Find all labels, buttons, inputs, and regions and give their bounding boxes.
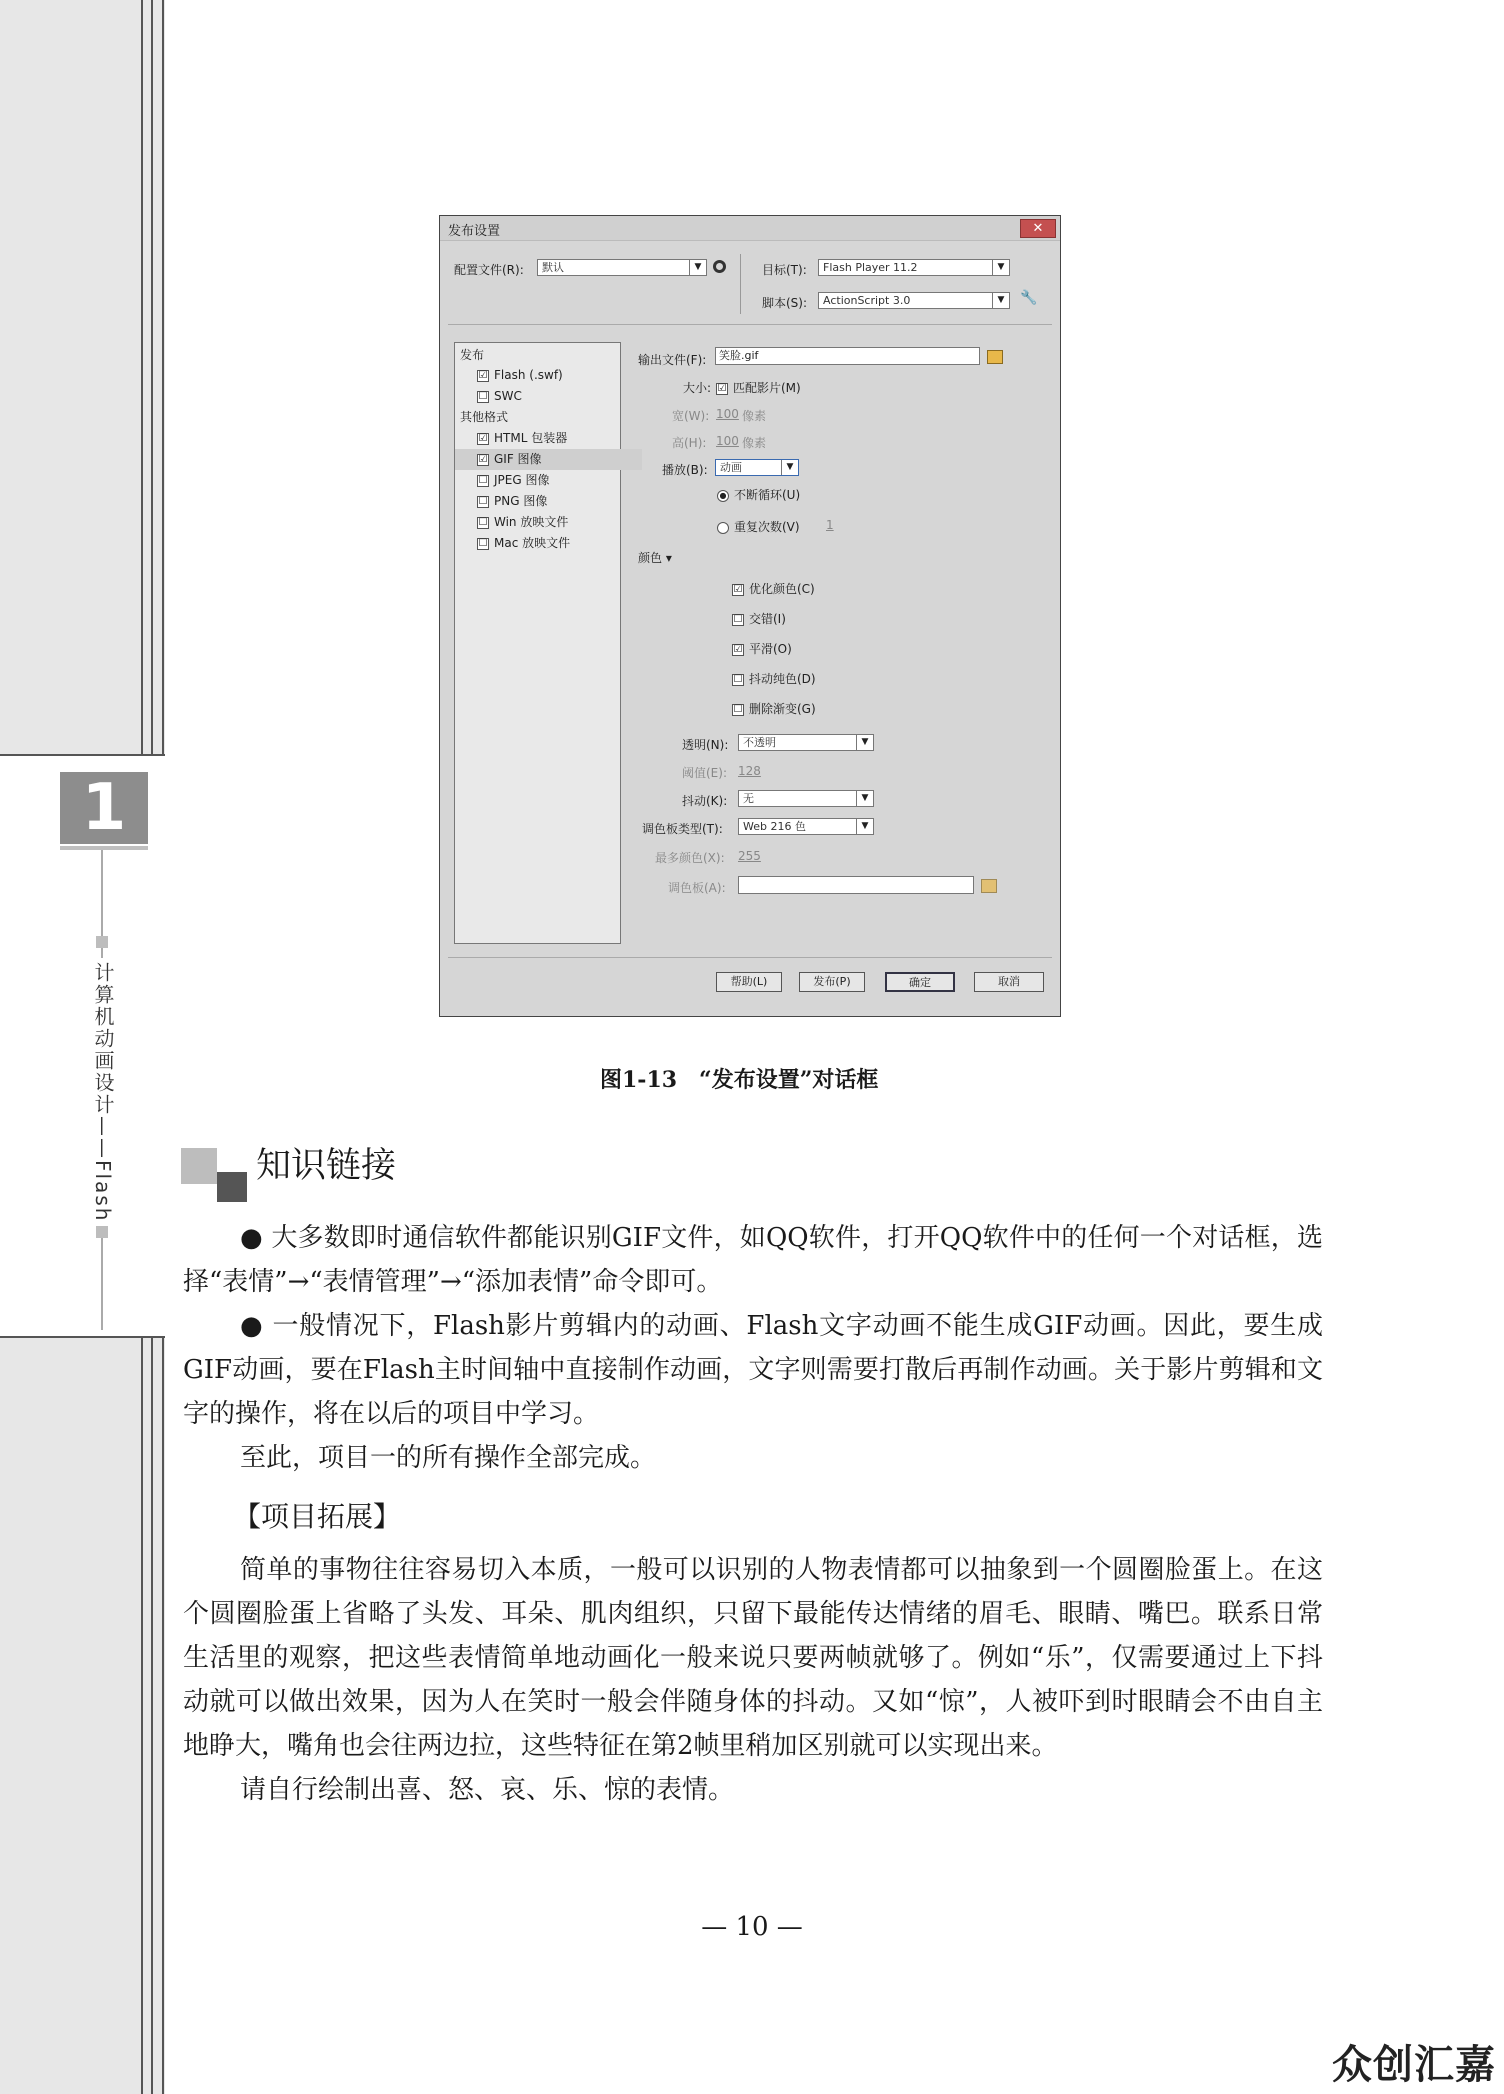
format-item[interactable]: ☑ Flash (.swf): [478, 368, 563, 382]
format-item-selected[interactable]: ☑ GIF 图像: [455, 449, 642, 470]
target-select[interactable]: Flash Player 11.2 ▼: [818, 259, 1010, 276]
chevron-down-icon: ▼: [689, 260, 706, 275]
chevron-down-icon: ▼: [992, 260, 1009, 275]
ok-button[interactable]: 确定: [885, 972, 955, 992]
close-icon[interactable]: ✕: [1020, 219, 1056, 238]
watermark-logo: 众创汇嘉: [1332, 2042, 1496, 2088]
checkbox[interactable]: ☐: [478, 516, 488, 528]
format-list: [454, 342, 621, 944]
color-option[interactable]: ☐ 删除渐变(G): [733, 702, 816, 716]
gear-icon[interactable]: [713, 260, 726, 273]
checkbox[interactable]: ☑: [478, 453, 488, 465]
extension-body: [183, 1548, 1323, 1812]
colors-heading[interactable]: 颜色 ▾: [638, 551, 672, 565]
transparent-select[interactable]: 不透明 ▼: [738, 734, 874, 751]
checkbox[interactable]: ☑: [478, 432, 488, 444]
playback-label: 播放(B):: [662, 463, 708, 477]
width-unit: 像素: [742, 409, 767, 423]
checkbox[interactable]: ☐: [478, 474, 488, 486]
page-number: — 10 —: [701, 1912, 803, 1942]
threshold-value[interactable]: 128: [738, 764, 761, 778]
chevron-down-icon: ▼: [992, 293, 1009, 308]
chevron-down-icon: ▼: [781, 460, 798, 475]
chapter-number: 1: [60, 772, 148, 844]
color-option[interactable]: ☑ 平滑(O): [733, 642, 792, 656]
format-item[interactable]: ☐ PNG 图像: [478, 494, 548, 508]
height-unit: 像素: [742, 436, 767, 450]
extension-paragraph: 简单的事物往往容易切入本质，一般可以识别的人物表情都可以抽象到一个圆圈脸蛋上。在这个圆圈脸蛋上省略了头发、耳朵、肌肉组织，只留下最能传达情绪的眉毛、眼睛、嘴巴。联系日常生活里的观察，把这些表情简单地动画化一般来说只要两帧就够了。例如“乐”，仅需要通过上下抖动就可以做出效果，因为人在笑时一般会伴随身体的抖动。又如“惊”，人被吓到时眼睛会不由自主地睁大，嘴角也会往两边拉，这些特征在第2帧里稍加区别就可以实现出来。: [183, 1555, 1323, 1761]
publish-button[interactable]: 发布(P): [799, 972, 865, 992]
profile-label: 配置文件(R):: [454, 263, 524, 277]
format-item[interactable]: ☐ SWC: [478, 389, 522, 403]
chevron-down-icon: ▼: [856, 791, 873, 806]
format-item[interactable]: ☐ Win 放映文件: [478, 515, 569, 529]
output-file-label: 输出文件(F):: [638, 353, 707, 367]
checkbox[interactable]: ☐: [478, 495, 488, 507]
palette-type-label: 调色板类型(T):: [642, 822, 723, 836]
format-item[interactable]: ☑ HTML 包装器: [478, 431, 568, 445]
checkbox[interactable]: ☑: [478, 369, 488, 381]
wrench-icon[interactable]: 🔧: [1020, 290, 1038, 306]
margin-square: [96, 1226, 108, 1238]
repeat-value[interactable]: 1: [826, 518, 834, 532]
width-value[interactable]: 100: [716, 407, 739, 421]
chevron-down-icon: ▼: [856, 819, 873, 834]
profile-select[interactable]: 默认 ▼: [537, 259, 707, 276]
help-button[interactable]: 帮助(L): [716, 972, 782, 992]
bullet-paragraph: ● 一般情况下，Flash影片剪辑内的动画、Flash文字动画不能生成GIF动画。因此，要生成GIF动画，要在Flash主时间轴中直接制作动画，文字则需要打散后再制作动画。关于影片剪辑和文字的操作，将在以后的项目中学习。: [183, 1311, 1323, 1429]
palette-label: 调色板(A):: [668, 881, 726, 895]
knowledge-bullets: [183, 1216, 1323, 1480]
playback-select[interactable]: 动画 ▼: [715, 459, 799, 476]
dither-label: 抖动(K):: [682, 794, 728, 808]
width-label: 宽(W):: [672, 409, 710, 423]
section-title: 知识链接: [256, 1146, 397, 1186]
separator: [448, 957, 1052, 958]
checkbox[interactable]: ☐: [478, 390, 488, 402]
repeat-radio[interactable]: 重复次数(V): [717, 518, 800, 535]
max-colors-value[interactable]: 255: [738, 849, 761, 863]
target-label: 目标(T):: [762, 263, 807, 277]
other-formats-group-label: 其他格式: [460, 410, 509, 424]
publish-group-label: 发布: [460, 348, 485, 362]
dialog-title: 发布设置: [448, 224, 501, 239]
output-file-input[interactable]: 笑脸.gif: [715, 347, 980, 365]
height-value[interactable]: 100: [716, 434, 739, 448]
dialog-titlebar: [440, 216, 1060, 241]
size-label: 大小:: [683, 381, 712, 395]
separator: [448, 324, 1052, 325]
script-select[interactable]: ActionScript 3.0 ▼: [818, 292, 1010, 309]
folder-icon[interactable]: [987, 350, 1003, 364]
book-title: 计算机动画设计——Flash: [88, 958, 118, 1226]
format-item[interactable]: ☐ JPEG 图像: [478, 473, 550, 487]
publish-settings-dialog: [439, 215, 1061, 1017]
color-option[interactable]: ☐ 交错(I): [733, 612, 786, 626]
chapter-underline: [60, 846, 148, 850]
margin-square: [96, 936, 108, 948]
cancel-button[interactable]: 取消: [974, 972, 1044, 992]
script-label: 脚本(S):: [762, 296, 808, 310]
format-item[interactable]: ☐ Mac 放映文件: [478, 536, 571, 550]
extension-paragraph: 请自行绘制出喜、怒、哀、乐、惊的表情。: [240, 1775, 735, 1805]
figure-caption: 图1-13 “发布设置”对话框: [600, 1067, 879, 1093]
section-square: [181, 1148, 217, 1184]
threshold-label: 阈值(E):: [682, 766, 727, 780]
section-square: [217, 1172, 247, 1202]
palette-type-select[interactable]: Web 216 色 ▼: [738, 818, 874, 835]
color-option[interactable]: ☑ 优化颜色(C): [733, 582, 815, 596]
dither-select[interactable]: 无 ▼: [738, 790, 874, 807]
palette-input[interactable]: [738, 876, 974, 894]
completion-paragraph: 至此，项目一的所有操作全部完成。: [240, 1443, 657, 1473]
loop-forever-radio[interactable]: ● 不断循环(U): [717, 486, 800, 503]
extension-heading: 【项目拓展】: [233, 1500, 402, 1533]
bullet-paragraph: ● 大多数即时通信软件都能识别GIF文件，如QQ软件，打开QQ软件中的任何一个对话框，选择“表情”→“表情管理”→“添加表情”命令即可。: [183, 1223, 1323, 1297]
height-label: 高(H):: [672, 436, 707, 450]
max-colors-label: 最多颜色(X):: [655, 851, 725, 865]
match-movie-checkbox[interactable]: ☑ 匹配影片(M): [717, 381, 801, 395]
color-option[interactable]: ☐ 抖动纯色(D): [733, 672, 816, 686]
folder-icon[interactable]: [981, 879, 997, 893]
chevron-down-icon: ▼: [856, 735, 873, 750]
divider: [740, 254, 741, 314]
checkbox[interactable]: ☐: [478, 537, 488, 549]
transparent-label: 透明(N):: [682, 738, 729, 752]
